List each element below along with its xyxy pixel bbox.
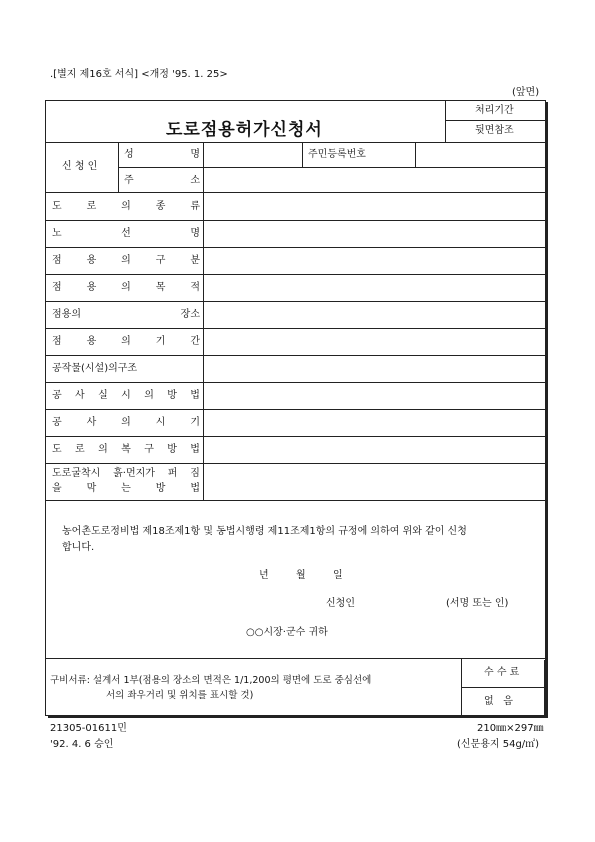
paper-size: 210㎜×297㎜: [477, 723, 544, 734]
date-day-label: 일: [333, 570, 343, 581]
row-dust-prevention-label-line1: 도로굴착시 흙·먼지가 퍼 짐: [52, 468, 200, 479]
row-route-name-label: 노 선 명: [52, 228, 200, 239]
form-code: 21305-01611민: [50, 723, 127, 734]
row-occupancy-type-label: 점 용 의 구 분: [52, 255, 200, 266]
addressee-label: ○○시장·군수 귀하: [246, 627, 328, 638]
date-month-label: 월: [296, 570, 306, 581]
row-restoration-method-label: 도 로 의 복 구 방 법: [52, 444, 200, 455]
row-road-type-label: 도 로 의 종 류: [52, 201, 200, 212]
approval-date: '92. 4. 6 승인: [50, 739, 114, 750]
applicant-sign-label: 신청인: [326, 598, 355, 609]
page-side-label: (앞면): [512, 87, 540, 98]
see-back-label: 뒷면참조: [475, 125, 514, 136]
form-reference: .[별지 제16호 서식] <개정 '95. 1. 25>: [50, 69, 228, 80]
date-year-label: 년: [259, 570, 269, 581]
row-occupancy-location-label: 점용의 장소: [52, 309, 200, 320]
signature-label: (서명 또는 인): [446, 598, 509, 609]
resident-number-label: 주민등록번호: [308, 149, 366, 160]
name-label: 성 명: [124, 149, 200, 160]
row-occupancy-period-label: 점 용 의 기 간: [52, 336, 200, 347]
row-occupancy-purpose-label: 점 용 의 목 적: [52, 282, 200, 293]
statement-line1: 농어촌도로정비법 제18조제1항 및 동법시행령 제11조제1항의 규정에 의하여 위와 같이 신청: [62, 526, 467, 537]
address-label: 주 소: [124, 175, 200, 186]
row-construction-time-label: 공 사 의 시 기: [52, 417, 200, 428]
row-dust-prevention-label-line2: 을 막 는 방 법: [52, 483, 200, 494]
form-title: 도로점용허가신청서: [166, 120, 323, 140]
row-structure-label: 공작물(시설)의구조: [52, 363, 138, 374]
row-construction-method-label: 공 사 실 시 의 방 법: [52, 390, 200, 401]
attachments-line1: 구비서류: 설계서 1부(점용의 장소의 면적은 1/1,200의 평면에 도로 중심선에: [50, 675, 372, 686]
fee-label: 수 수 료: [484, 667, 520, 678]
paper-type: (신문용지 54g/㎡): [457, 739, 540, 750]
processing-period-label: 처리기간: [475, 105, 514, 116]
applicant-group-label: 신 청 인: [62, 161, 98, 172]
fee-value: 없 음: [484, 696, 513, 707]
attachments-line2: 서의 좌우거리 및 위치를 표시할 것): [106, 690, 254, 701]
statement-line2: 합니다.: [62, 542, 95, 553]
